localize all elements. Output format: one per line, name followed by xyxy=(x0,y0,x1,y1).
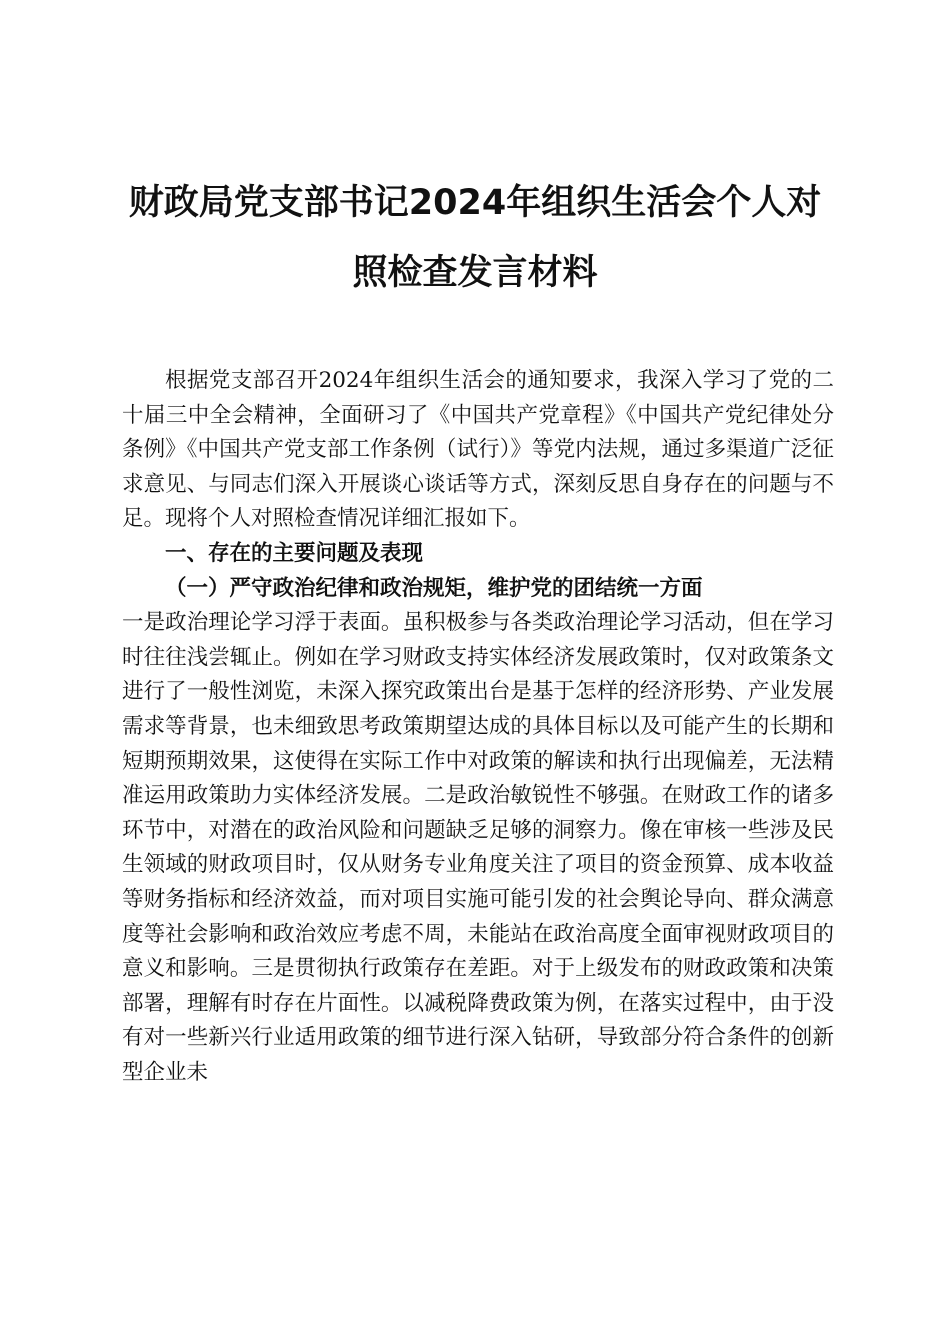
subsection-body-1: 一是政治理论学习浮于表面。虽积极参与各类政治理论学习活动，但在学习时往往浅尝辄止。例如在学习财政支持实体经济发展政策时，仅对政策条文进行了一般性浏览，未深入探究政策出台是基于怎样的经济形势、产业发展需求等背景，也未细致思考政策期望达成的具体目标以及可能产生的长期和短期预期效果，这使得在实际工作中对政策的解读和执行出现偏差，无法精准运用政策助力实体经济发展。二是政治敏锐性不够强。在财政工作的诸多环节中，对潜在的政治风险和问题缺乏足够的洞察力。像在审核一些涉及民生领域的财政项目时，仅从财务专业角度关注了项目的资金预算、成本收益等财务指标和经济效益，而对项目实施可能引发的社会舆论导向、群众满意度等社会影响和政治效应考虑不周，未能站在政治高度全面审视财政项目的意义和影响。三是贯彻执行政策存在差距。对于上级发布的财政政策和决策部署，理解有时存在片面性。以减税降费政策为例，在落实过程中，由于没有对一些新兴行业适用政策的细节进行深入钻研，导致部分符合条件的创新型企业未 xyxy=(122,610,834,1085)
document-title xyxy=(100,168,850,308)
title-line-2: 照检查发言材料 xyxy=(352,253,598,293)
intro-paragraph: 根据党支部召开2024年组织生活会的通知要求，我深入学习了党的二十届三中全会精神，全面研习了《中国共产党章程》《中国共产党纪律处分条例》《中国共产党支部工作条例（试行）》等党内法规，通过多渠道广泛征求意见、与同志们深入开展谈心谈话等方式，深刻反思自身存在的问题与不足。现将个人对照检查情况详细汇报如下。 xyxy=(122,368,834,532)
title-line-1: 财政局党支部书记2024年组织生活会个人对 xyxy=(128,183,822,223)
subsection-heading-1: （一）严守政治纪律和政治规矩，维护党的团结统一方面 xyxy=(165,575,703,601)
section-heading-1: 一、存在的主要问题及表现 xyxy=(165,540,424,566)
document-body xyxy=(122,364,834,1090)
